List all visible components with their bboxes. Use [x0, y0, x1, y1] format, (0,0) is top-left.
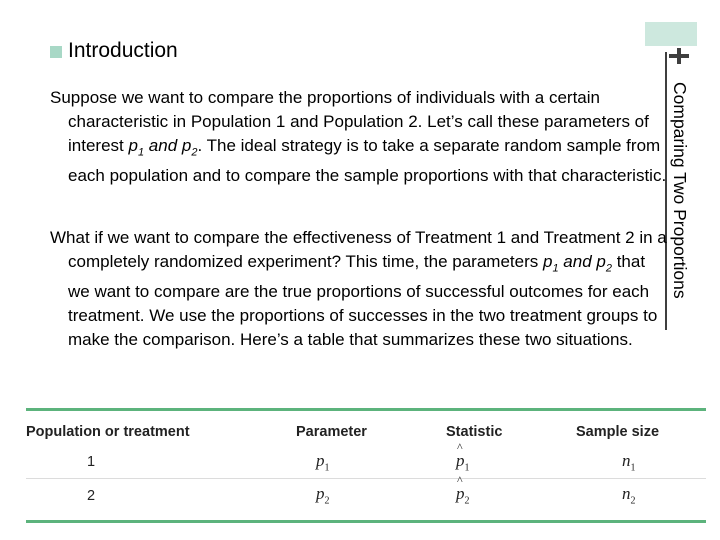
- sample-size-cell: $n_2$: [576, 479, 706, 512]
- summary-table: [26, 408, 706, 523]
- paragraph-populations: [50, 86, 668, 188]
- parameter-cell: $p_2$: [296, 479, 446, 512]
- plus-icon: [667, 47, 691, 71]
- square-bullet-icon: [50, 46, 62, 58]
- math-p1: $p_1$ and $p_2$: [128, 136, 198, 159]
- accent-bar: [645, 22, 697, 46]
- table-header-row: [26, 411, 706, 446]
- table-row: [26, 446, 706, 479]
- sample-size-cell: $n_1$: [622, 451, 636, 474]
- header-parameter: Parameter: [296, 424, 367, 440]
- chapter-title: Comparing Two Proportions: [670, 82, 690, 299]
- section-title: Introduction: [68, 39, 178, 62]
- table-row: [26, 479, 706, 512]
- row-label: 2: [26, 479, 296, 512]
- paragraph-treatments: [50, 226, 668, 352]
- section-heading: [50, 38, 178, 64]
- paragraph-text: Suppose we want to compare the proportions of individuals with a certain characteristic in Population 1 and Population 2. Let’s call these parameters of interest: [50, 88, 649, 155]
- table-bottom-rule: [26, 520, 706, 523]
- paragraph-text: . The ideal strategy is to take a separate random sample from each population and to compare the sample proportions with that characteristic.: [68, 136, 667, 186]
- header-statistic: Statistic: [446, 424, 503, 440]
- paragraph-text: that we want to compare are the true proportions of successful outcomes for each treatment. We use the proportions of successes in the two treatment groups to make the comparison. Here’s a table that summarizes these two situations.: [68, 252, 658, 350]
- header-sample-size: Sample size: [576, 424, 660, 440]
- math-p2: $p_1$ and $p_2$: [542, 252, 612, 275]
- statistic-cell: ^ $p_2$: [446, 479, 576, 512]
- paragraph-text: What if we want to compare the effectiveness of Treatment 1 and Treatment 2 in a completely randomized experiment? This time, the parameters: [50, 228, 667, 271]
- statistic-cell: ^ $p_1$: [446, 446, 576, 479]
- row-label: 1: [86, 454, 96, 471]
- header-population: Population or treatment: [26, 424, 190, 440]
- parameter-cell: $p_1$: [316, 451, 330, 474]
